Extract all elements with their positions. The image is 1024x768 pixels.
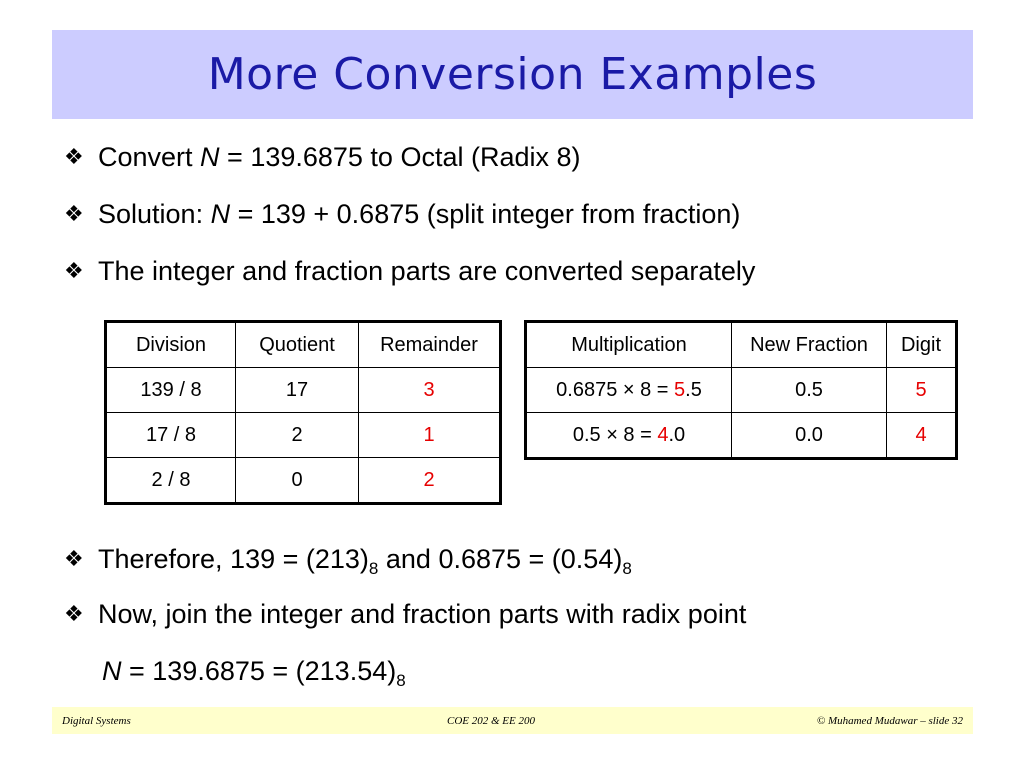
cell-digit: 5 — [887, 368, 957, 413]
bullet-diamond-icon: ❖ — [64, 601, 84, 626]
cell-remainder: 1 — [359, 413, 501, 458]
bullet-therefore: ❖ Therefore, $139 = (213)_8$ and $0.6875 = (0.54)_8$ — [64, 544, 632, 578]
fraction-conversion-table — [524, 320, 958, 460]
bullet-diamond-icon: ❖ — [64, 201, 84, 226]
header-division: Division — [106, 322, 236, 368]
cell-new-fraction: 0.0 — [732, 413, 887, 459]
cell-remainder: 3 — [359, 368, 501, 413]
slide-title: More Conversion Examples — [207, 49, 818, 100]
bullet-solution: ❖ Solution: N = 139 + 0.6875 (split integer from fraction) — [64, 199, 741, 229]
footer-author-slide: © Muhamed Mudawar – slide 32 — [816, 715, 963, 727]
title-banner — [52, 30, 973, 119]
bullet-join: ❖ Now, join the integer and fraction parts with radix point — [64, 599, 747, 629]
cell-division: 2 / 8 — [106, 458, 236, 504]
bullet-diamond-icon: ❖ — [64, 258, 84, 283]
cell-remainder: 2 — [359, 458, 501, 504]
header-quotient: Quotient — [236, 322, 359, 368]
table-row — [526, 368, 957, 413]
variable-n: N — [102, 656, 122, 686]
cell-quotient: 2 — [236, 413, 359, 458]
table-row — [106, 458, 501, 504]
footer-course-name: Digital Systems — [62, 715, 131, 727]
variable-n: N — [200, 142, 220, 172]
header-digit: Digit — [887, 322, 957, 368]
cell-division: 17 / 8 — [106, 413, 236, 458]
cell-quotient: 0 — [236, 458, 359, 504]
cell-division: 139 / 8 — [106, 368, 236, 413]
table-header-row — [106, 322, 501, 368]
bullet-diamond-icon: ❖ — [64, 144, 84, 169]
table-header-row — [526, 322, 957, 368]
variable-n: N — [210, 199, 231, 229]
cell-new-fraction: 0.5 — [732, 368, 887, 413]
header-multiplication: Multiplication — [526, 322, 732, 368]
slide-footer — [52, 707, 973, 734]
table-row — [106, 413, 501, 458]
bullet-convert: ❖ Convert N = 139.6875 to Octal (Radix 8) — [64, 142, 581, 172]
cell-multiplication: 0.6875 × 8 = 5.5 — [526, 368, 732, 413]
bullet-diamond-icon: ❖ — [64, 546, 84, 571]
cell-digit: 4 — [887, 413, 957, 459]
highlighted-digit: 5 — [674, 378, 686, 401]
header-new-fraction: New Fraction — [732, 322, 887, 368]
table-row — [526, 413, 957, 459]
footer-course-code: COE 202 & EE 200 — [447, 715, 535, 727]
cell-quotient: 17 — [236, 368, 359, 413]
table-row — [106, 368, 501, 413]
cell-multiplication: 0.5 × 8 = 4.0 — [526, 413, 732, 459]
highlighted-digit: 4 — [657, 423, 669, 446]
result-line: $N = 139.6875 = (213.54)_8$ — [102, 656, 406, 690]
integer-conversion-table — [104, 320, 502, 505]
bullet-separately: ❖ The integer and fraction parts are converted separately — [64, 256, 756, 286]
header-remainder: Remainder — [359, 322, 501, 368]
